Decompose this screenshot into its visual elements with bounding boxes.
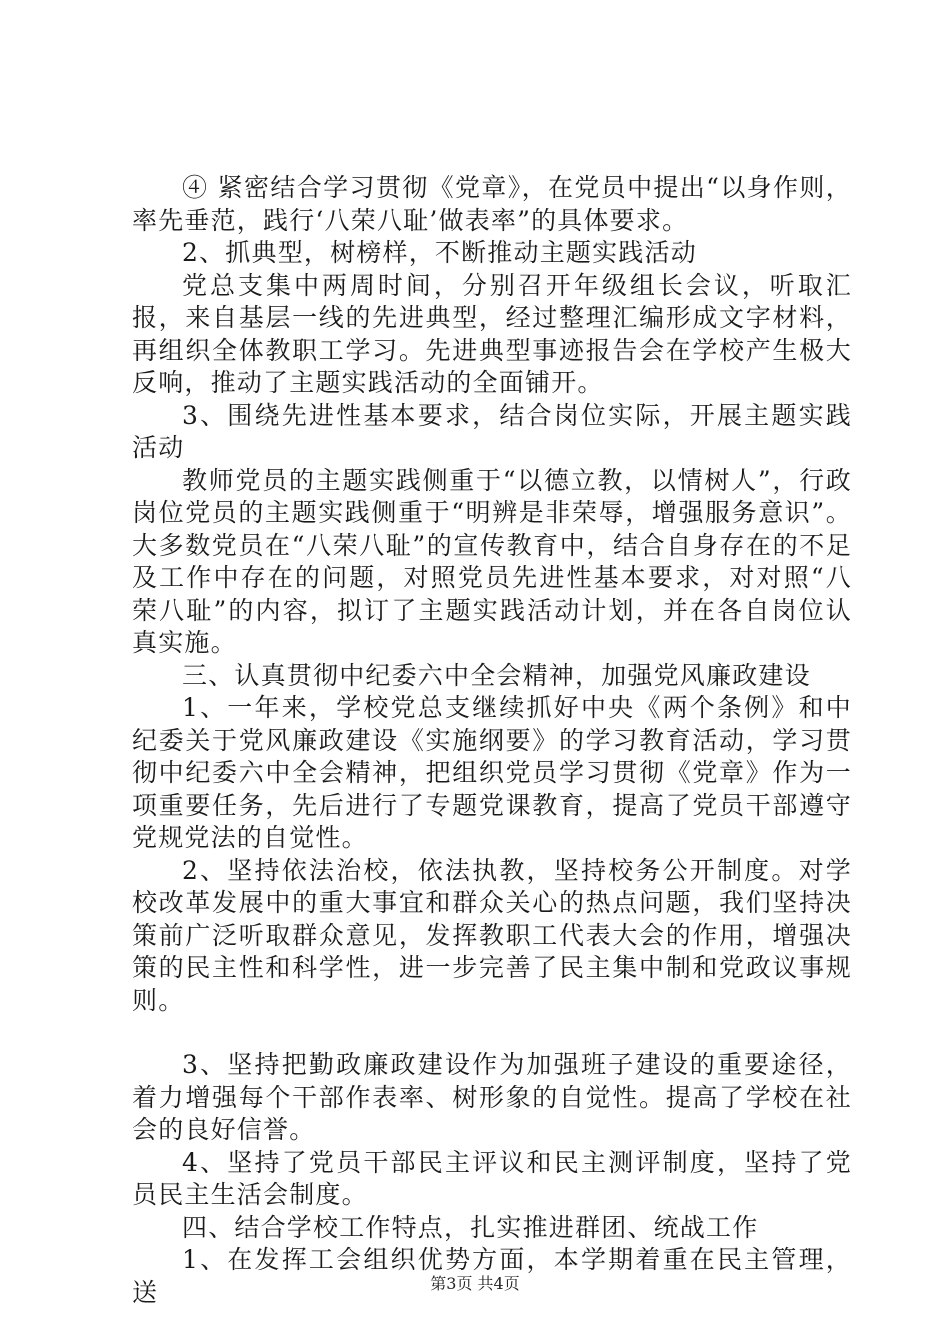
- paragraph: 2、坚持依法治校，依法执教，坚持校务公开制度。对学校改革发展中的重大事宜和群众关心的热点问题，我们坚持决策前广泛听取群众意见，发挥教职工代表大会的作用，增强决策的民主性和科学性，进一步完善了民主集中制和党政议事规则。: [132, 855, 852, 1015]
- paragraph: ④ 紧密结合学习贯彻《党章》，在党员中提出“以身作则，率先垂范，践行‘八荣八耻’做表率”的具体要求。: [132, 173, 852, 235]
- section-heading: 四、结合学校工作特点，扎实推进群团、统战工作: [182, 1212, 759, 1242]
- section-heading: 2、抓典型，树榜样，不断推动主题实践活动: [182, 238, 697, 267]
- paragraph: 1、一年来，学校党总支继续抓好中央《两个条例》和中纪委关于党风廉政建设《实施纲要》的学习教育活动，学习贯彻中纪委六中全会精神，把组织党员学习贯彻《党章》作为一项重要任务，先后进行了专题党课教育，提高了党员干部遵守党规党法的自觉性。: [132, 693, 852, 852]
- section-heading: 3、围绕先进性基本要求，结合岗位实际，开展主题实践活动: [132, 400, 852, 462]
- paragraph: 3、坚持把勤政廉政建设作为加强班子建设的重要途径，着力增强每个干部作表率、树形象的自觉性。提高了学校在社会的良好信誉。: [132, 1050, 852, 1144]
- section-heading: 三、认真贯彻中纪委六中全会精神，加强党风廉政建设: [182, 660, 811, 690]
- document-body: [132, 172, 852, 1309]
- paragraph: 党总支集中两周时间，分别召开年级组长会议，听取汇报，来自基层一线的先进典型，经过整理汇编形成文字材料，再组织全体教职工学习。先进典型事迹报告会在学校产生极大反响，推动了主题实践活动的全面铺开。: [132, 270, 852, 397]
- paragraph: 4、坚持了党员干部民主评议和民主测评制度，坚持了党员民主生活会制度。: [132, 1147, 852, 1209]
- paragraph-spacer: [132, 1017, 852, 1049]
- page-number-footer: 第3页 共4页: [430, 1274, 520, 1293]
- paragraph: 1、在发挥工会组织优势方面，本学期着重在民主管理，送: [132, 1245, 852, 1307]
- paragraph: 教师党员的主题实践侧重于“以德立教，以情树人”，行政岗位党员的主题实践侧重于“明辨是非荣辱，增强服务意识”。大多数党员在“八荣八耻”的宣传教育中，结合自身存在的不足及工作中存在的问题，对照党员先进性基本要求，对对照“八荣八耻”的内容，拟订了主题实践活动计划，并在各自岗位认真实施。: [132, 465, 852, 657]
